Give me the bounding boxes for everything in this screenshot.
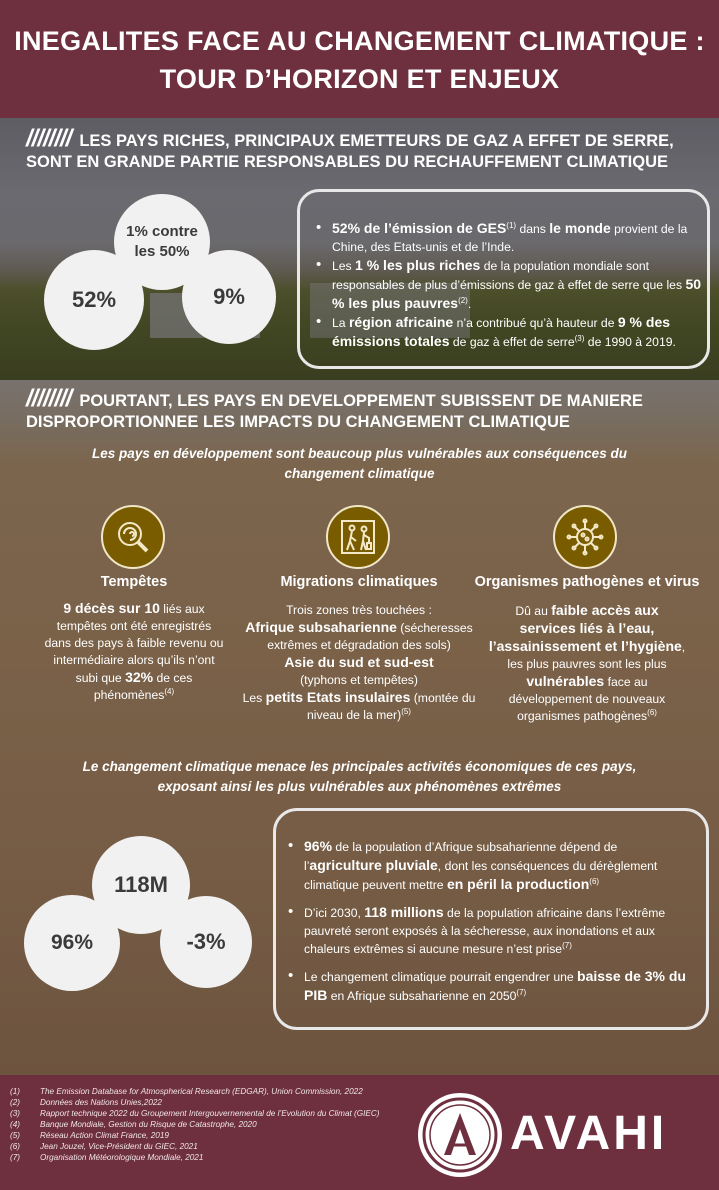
page-title (0, 22, 719, 98)
reference-text: Organisation Météorologique Mondiale, 2021 (40, 1153, 204, 1162)
bold-text: faible accès aux services liés à l’eau, l’assainissement et l’hygiène (488, 602, 682, 654)
text: La (332, 316, 349, 330)
text: en Afrique subsaharienne en 2050 (327, 989, 517, 1003)
text: face au développement de nouveaux organismes pathogènes (508, 675, 666, 723)
list-item (288, 837, 698, 894)
storms-title: Tempêtes (100, 574, 168, 590)
text: Les (332, 259, 356, 273)
header-banner (0, 0, 719, 118)
storm-magnifier-icon (101, 505, 165, 569)
econ-line-1: Le changement climatique menace les principales activités économiques de ces pays, (82, 759, 637, 774)
bold-text: 96% (304, 838, 333, 854)
bold-text: vulnérables (526, 673, 605, 689)
reference-item (10, 1141, 430, 1152)
africa-facts-box (273, 808, 709, 1030)
text: n’a contribué qu’à hauteur de (453, 316, 618, 330)
list-item (316, 219, 704, 256)
virus-icon (553, 505, 617, 569)
storms-text (44, 600, 224, 704)
list-item (316, 256, 704, 313)
reference-text: Banque Mondiale, Gestion du Risque de Catastrophe, 2020 (40, 1120, 257, 1129)
bold-text: Asie du sud et sud-est (284, 654, 434, 670)
reference-item (10, 1097, 430, 1108)
footnote-ref: (1) (506, 220, 517, 230)
footnote-ref: (6) (647, 707, 657, 717)
text: de ces phénomènes (93, 671, 193, 702)
migrations-title: Migrations climatiques (280, 574, 438, 590)
section-1-title-line-2: SONT EN GRANDE PARTIE RESPONSABLES DU RECHAUFFEMENT CLIMATIQUE (26, 153, 668, 171)
text: , les plus pauvres sont les plus (507, 640, 686, 671)
bold-text: petits Etats insulaires (265, 689, 411, 705)
text: D’ici 2030, (304, 906, 365, 920)
text: (sécheresses extrêmes et dégradation des sols) (267, 621, 473, 652)
text: , dont les conséquences du dérèglement climatique peuvent mettre (304, 859, 658, 892)
list-item (288, 967, 698, 1005)
bold-text: agriculture pluviale (309, 857, 438, 873)
title-line-2: TOUR D’HORIZON ET ENJEUX (159, 64, 560, 94)
bold-text: 9 décès sur 10 (63, 600, 160, 616)
migrations-text (241, 602, 477, 724)
bold-text: baisse de 3% du PIB (304, 968, 686, 1003)
reference-item (10, 1086, 430, 1097)
avahi-logo-text: AVAHI (510, 1107, 668, 1160)
reference-number: (1) (10, 1087, 21, 1096)
text: . (467, 297, 472, 311)
bold-text: 9 % des émissions totales (332, 314, 671, 349)
text: (typhons et tempêtes) (300, 673, 418, 687)
section-1-title-line-1: LES PAYS RICHES, PRINCIPAUX EMETTEURS DE GAZ A EFFET DE SERRE, (79, 132, 674, 150)
footnote-ref: (3) (574, 333, 585, 343)
stat-circle-96: 96% (24, 895, 120, 991)
reference-number: (3) (10, 1109, 21, 1118)
list-item (288, 903, 698, 958)
reference-number: (6) (10, 1142, 21, 1151)
text: provient de la Chine, des Etats-unis et de l’Inde. (332, 222, 688, 254)
bold-text: région africaine (348, 314, 454, 330)
text: de gaz à effet de serre (449, 335, 575, 349)
pathogens-title: Organismes pathogènes et virus (474, 574, 700, 590)
reference-text: Données des Nations Unies,2022 (40, 1098, 162, 1107)
stat-circle-minus3: -3% (160, 896, 252, 988)
bold-text: 52% de l’émission de GES (332, 220, 507, 236)
bold-text: en péril la production (446, 876, 590, 892)
text: dans (516, 222, 550, 236)
footnote-ref: (7) (516, 987, 527, 997)
africa-facts-list (288, 837, 698, 1014)
reference-item (10, 1119, 430, 1130)
bold-text: Afrique subsaharienne (245, 619, 397, 635)
reference-text: The Emission Database for Atmospherical Research (EDGAR), Union Commission, 2022 (40, 1087, 363, 1096)
reference-number: (7) (10, 1153, 21, 1162)
text: Trois zones très touchées : (286, 603, 432, 617)
bold-text: le monde (549, 220, 611, 236)
bold-text: 50 % les plus pauvres (332, 276, 702, 311)
footnote-ref: (6) (589, 876, 600, 886)
section-2-title (26, 385, 696, 433)
footnote-ref: (4) (164, 686, 175, 696)
footnote-ref: (2) (458, 295, 468, 305)
bold-text: 32% (125, 669, 154, 685)
text: Les (242, 691, 266, 705)
section-2-slashes: //////// (26, 385, 72, 412)
vulnerability-intro (0, 444, 719, 484)
section-2-title-line-2: DISPROPORTIONNEE LES IMPACTS DU CHANGEMENT CLIMATIQUE (26, 413, 570, 431)
section-1-slashes: //////// (26, 125, 72, 152)
section-2-title-line-1: POURTANT, LES PAYS EN DEVELOPPEMENT SUBISSENT DE MANIERE (79, 392, 643, 410)
bold-text: 1 % les plus riches (355, 257, 481, 273)
text: Le changement climatique pourrait engendrer une (304, 970, 578, 984)
emissions-facts-box (297, 189, 710, 369)
bold-text: 118 millions (364, 904, 444, 920)
footnote-ref: (7) (562, 940, 572, 950)
list-item (316, 313, 704, 351)
stat-circle-9: 9% (182, 250, 276, 344)
section-1-title (26, 125, 706, 173)
migrating-people-icon (326, 505, 390, 569)
reference-text: Jean Jouzel, Vice-Président du GIEC, 2021 (40, 1142, 198, 1151)
text: de la population mondiale sont responsables de plus d’émissions de gaz à effet de serre que les (332, 259, 686, 292)
title-line-1: INEGALITES FACE AU CHANGEMENT CLIMATIQUE : (14, 26, 705, 56)
reference-number: (2) (10, 1098, 21, 1107)
references-list (10, 1086, 430, 1163)
footnote-ref: (5) (401, 706, 411, 716)
intro-line-1: Les pays en développement sont beaucoup plus vulnérables aux conséquences du (92, 446, 627, 461)
avahi-logo-icon (418, 1093, 502, 1177)
stat-circle-1pct-line1: 1% contre (126, 223, 198, 240)
stat-circle-118m: 118M (92, 836, 190, 934)
text: de 1990 à 2019. (584, 335, 676, 349)
stat-circle-1pct (114, 194, 210, 290)
emissions-facts-list (316, 219, 704, 351)
text: de la population d’Afrique subsaharienne dépend de l’ (304, 840, 618, 873)
reference-number: (5) (10, 1131, 21, 1140)
reference-item (10, 1152, 430, 1163)
intro-line-2: changement climatique (284, 466, 435, 481)
text: liés aux tempêtes ont été enregistrés dans des pays à faible revenu ou intermédiaire alors qu’ils n’ont subi que (44, 602, 224, 685)
text: (montée du niveau de la mer) (307, 691, 476, 722)
reference-number: (4) (10, 1120, 21, 1129)
footer (0, 1075, 719, 1190)
stat-circle-52: 52% (44, 250, 144, 350)
reference-item (10, 1108, 430, 1119)
econ-line-2: exposant ainsi les plus vulnérables aux phénomènes extrêmes (157, 779, 562, 794)
pathogens-text (488, 602, 686, 725)
economic-threat-intro (0, 757, 719, 797)
text: Dû au (515, 604, 552, 618)
reference-text: Rapport technique 2022 du Groupement Intergouvernemental de l’Evolution du Climat (GIEC) (40, 1109, 380, 1118)
reference-item (10, 1130, 430, 1141)
reference-text: Réseau Action Climat France, 2019 (40, 1131, 169, 1140)
text: de la population africaine dans l’extrême pauvreté seront exposés à la sécheresse, aux inondations et aux chaleurs extrêmes si aucune mesure n’est prise (304, 906, 666, 956)
stat-circle-1pct-line2: les 50% (134, 243, 190, 260)
